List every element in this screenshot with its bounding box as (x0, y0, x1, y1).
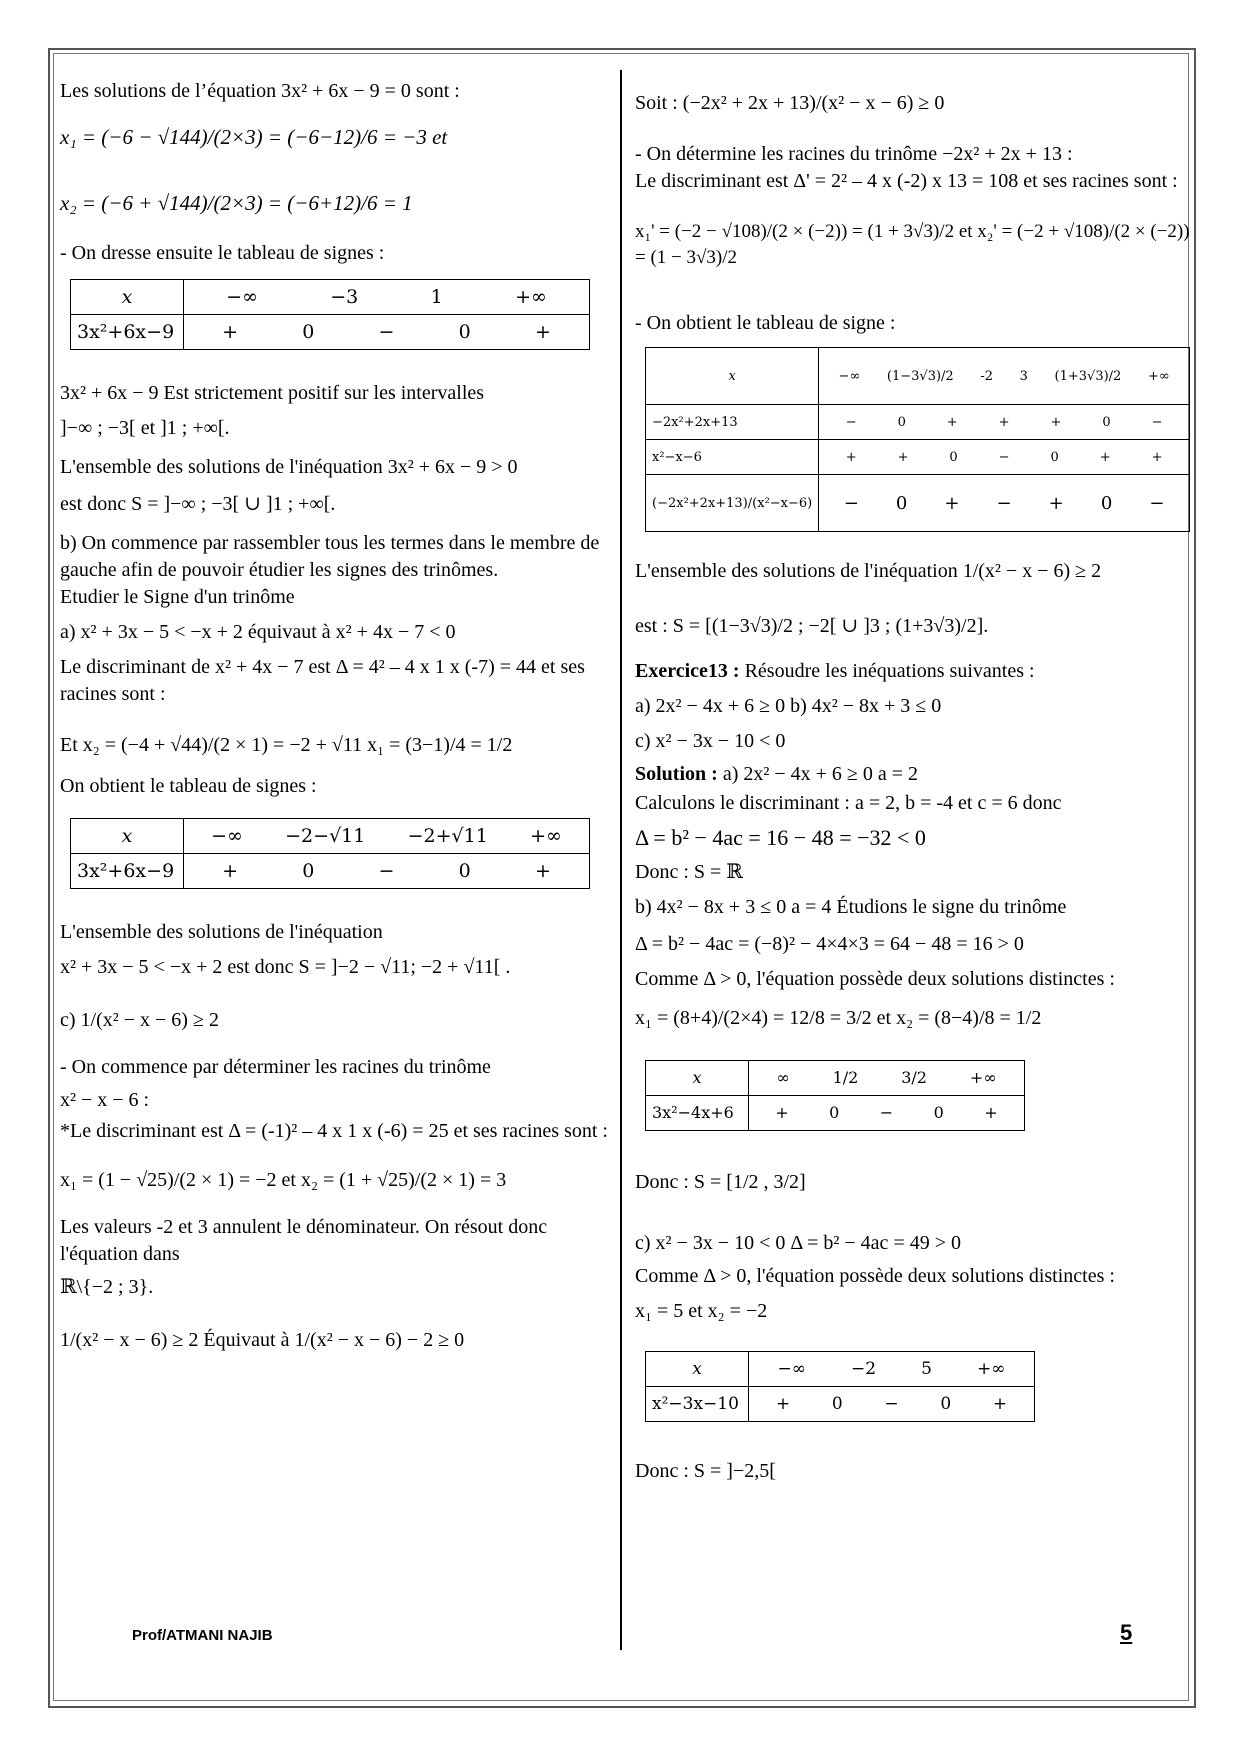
text-line: x₁' = (−2 − √108)/(2 × (−2)) = (1 + 3√3)/2 et x₂' = (−2 + √108)/(2 × (−2)) = (1 − 3√3)/2 (635, 221, 1190, 268)
text-line: L'ensemble des solutions de l'inéquation (60, 920, 383, 943)
table-cell: + (1050, 414, 1062, 430)
text-line: On obtient le tableau de signes : (60, 774, 317, 797)
table-cell: +∞ (969, 1068, 997, 1088)
table-cell: − (843, 492, 859, 514)
table-cell: 0 (933, 1103, 944, 1123)
table-cell: (1−3√3)/2 (886, 368, 954, 384)
table-cell: − (1149, 492, 1165, 514)
table-cell: + (944, 492, 960, 514)
sign-table-5 (645, 1351, 1035, 1422)
text-line: - On commence par déterminer les racines du trinôme (60, 1055, 491, 1078)
text-line: Calculons le discriminant : a = 2, b = -4 et c = 6 donc (635, 792, 1062, 815)
text-line: c) x² − 3x − 10 < 0 Δ = b² − 4ac = 49 > 0 (635, 1231, 961, 1254)
table-cell: −2+√11 (407, 824, 488, 847)
table-cell: −∞ (226, 285, 258, 308)
text-line: est : S = [(1−3√3)/2 ; −2[ ∪ ]3 ; (1+3√3)/2]. (635, 615, 989, 638)
table-cell: 1/2 (832, 1068, 859, 1088)
column-divider (620, 70, 622, 1650)
table-cell: 3x²−4x+6 (646, 1095, 749, 1130)
text-paragraph: b) On commence par rassembler tous les termes dans le membre de gauche afin de pouvoir étudier les signes des trinômes. (60, 531, 600, 581)
table-cell: x (71, 279, 184, 314)
table-cell: ∞ (776, 1068, 790, 1088)
text-line: ]−∞ ; −3[ et ]1 ; +∞[. (60, 416, 230, 439)
table-cell: + (998, 414, 1010, 430)
equation-x1: x₁ = (−6 − √144)/(2×3) = (−6−12)/6 = −3 et (60, 125, 448, 149)
sign-table-1 (70, 279, 590, 350)
sign-table-2 (70, 818, 590, 889)
table-cell: + (984, 1103, 998, 1123)
table-cell: + (775, 1103, 789, 1123)
text-line: Etudier le Signe d'un trinôme (60, 585, 295, 608)
table-cell: 0 (1050, 449, 1059, 465)
table-cell: + (1048, 492, 1064, 514)
table-cell: − (998, 449, 1010, 465)
text-line: c) x² − 3x − 10 < 0 (635, 730, 786, 753)
table-cell: x (646, 1060, 749, 1095)
equation-x2: x₂ = (−6 + √144)/(2×3) = (−6+12)/6 = 1 (60, 191, 413, 216)
text-line: Comme Δ > 0, l'équation possède deux solutions distinctes : (635, 1264, 1115, 1287)
table-cell: −2x²+2x+13 (646, 405, 819, 440)
page-number: 5 (1120, 1620, 1133, 1645)
table-cell: −3 (330, 285, 359, 308)
table-cell: − (378, 859, 395, 882)
table-cell: +∞ (515, 285, 547, 308)
table-cell: (1+3√3)/2 (1054, 368, 1122, 384)
table-cell: x (646, 1351, 749, 1386)
table-cell: + (992, 1393, 1008, 1414)
table-cell: 0 (302, 859, 315, 882)
table-cell: + (222, 859, 239, 882)
table-cell: 0 (302, 320, 315, 343)
text-paragraph: Le discriminant de x² + 4x − 7 est Δ = 4² – 4 x 1 x (-7) = 44 et ses racines sont : (60, 655, 585, 705)
table-cell: + (897, 449, 909, 465)
text-paragraph: Les valeurs -2 et 3 annulent le dénominateur. On résout donc l'équation dans (60, 1215, 548, 1265)
text-line: Comme Δ > 0, l'équation possède deux solutions distinctes : (635, 967, 1115, 990)
text-line: a) x² + 3x − 5 < −x + 2 équivaut à x² + 4x − 7 < 0 (60, 620, 456, 643)
text-line: - On obtient le tableau de signe : (635, 312, 896, 335)
table-cell: + (946, 414, 958, 430)
table-cell: 0 (895, 492, 908, 514)
table-cell: − (845, 414, 857, 430)
table-cell: x (646, 348, 819, 405)
table-cell: 3x²+6x−9 (71, 853, 184, 888)
text-paragraph: *Le discriminant est Δ = (-1)² – 4 x 1 x (-6) = 25 et ses racines sont : (60, 1119, 608, 1142)
left-column (60, 72, 620, 1354)
table-cell: x (71, 818, 184, 853)
solution-label: Solution : (635, 763, 718, 786)
text-line: Donc : S = [1/2 , 3/2] (635, 1170, 806, 1193)
solution-text: a) 2x² − 4x + 6 ≥ 0 a = 2 (722, 763, 919, 786)
text-line: x₁ = 5 et x₂ = −2 (635, 1299, 768, 1322)
table-cell: 0 (1100, 492, 1113, 514)
table-cell: −∞ (211, 824, 243, 847)
footer-author: Prof/ATMANI NAJIB (132, 1627, 273, 1644)
text-paragraph: Le discriminant est Δ' = 2² – 4 x (-2) x 13 = 108 et ses racines sont : (635, 170, 1178, 192)
text-line: Et x₂ = (−4 + √44)/(2 × 1) = −2 + √11 x₁ = (3−1)/4 = 1/2 (60, 733, 513, 756)
table-cell: + (1099, 449, 1111, 465)
text-line: c) 1/(x² − x − 6) ≥ 2 (60, 1008, 219, 1031)
table-cell: + (845, 449, 857, 465)
table-cell: + (222, 320, 239, 343)
table-cell: (−2x²+2x+13)/(x²−x−6) (646, 475, 819, 532)
text-line: L'ensemble des solutions de l'inéquation 1/(x² − x − 6) ≥ 2 (635, 560, 1102, 583)
table-cell: − (378, 320, 395, 343)
text-line: Donc : S = ]−2,5[ (635, 1459, 776, 1482)
text-line: 1/(x² − x − 6) ≥ 2 Équivaut à 1/(x² − x − 6) − 2 ≥ 0 (60, 1328, 465, 1351)
table-cell: −∞ (777, 1358, 806, 1379)
table-cell: 0 (940, 1393, 952, 1414)
text-line: x² + 3x − 5 < −x + 2 est donc S = ]−2 − √11; −2 + √11[ . (60, 955, 511, 978)
text-line: 3x² + 6x − 9 Est strictement positif sur les intervalles (60, 381, 485, 404)
table-cell: −2−√11 (285, 824, 366, 847)
table-cell: +∞ (530, 824, 562, 847)
table-cell: x²−x−6 (646, 440, 819, 475)
text-line: ℝ\{−2 ; 3}. (60, 1275, 154, 1298)
table-cell: 0 (829, 1103, 840, 1123)
text-line: Donc : S = ℝ (635, 860, 743, 883)
text-line: x₁ = (8+4)/(2×4) = 12/8 = 3/2 et x₂ = (8−4)/8 = 1/2 (635, 1006, 1042, 1029)
text-line: est donc S = ]−∞ ; −3[ ∪ ]1 ; +∞[. (60, 492, 336, 515)
sign-table-4 (645, 1060, 1025, 1131)
text-line: Les solutions de l’équation 3x² + 6x − 9 = 0 sont : (60, 80, 460, 102)
table-cell: x²−3x−10 (646, 1386, 749, 1421)
table-cell: 0 (458, 320, 471, 343)
table-cell: + (1151, 449, 1163, 465)
text-line: L'ensemble des solutions de l'inéquation 3x² + 6x − 9 > 0 (60, 455, 518, 478)
table-cell: 0 (458, 859, 471, 882)
table-cell: 0 (1102, 414, 1111, 430)
table-cell: +∞ (977, 1358, 1006, 1379)
right-column (635, 72, 1190, 1485)
table-cell: −2 (851, 1358, 877, 1379)
table-cell: 0 (897, 414, 906, 430)
table-cell: + (534, 859, 551, 882)
table-cell: 3/2 (901, 1068, 927, 1088)
text-paragraph: b) 4x² − 8x + 3 ≤ 0 a = 4 Étudions le signe du trinôme (635, 895, 1067, 918)
text-line: Soit : (−2x² + 2x + 13)/(x² − x − 6) ≥ 0 (635, 92, 945, 114)
table-cell: − (879, 1103, 894, 1123)
text-line: - On dresse ensuite le tableau de signes : (60, 241, 385, 264)
exercise-title: Exercice13 : (635, 660, 740, 683)
exercise-text: Résoudre les inéquations suivantes : (744, 660, 1035, 683)
table-cell: 5 (921, 1358, 932, 1379)
table-cell: 3 (1019, 368, 1028, 384)
text-line: - On détermine les racines du trinôme −2x² + 2x + 13 : (635, 143, 1073, 165)
table-cell: 0 (949, 449, 958, 465)
table-cell: − (884, 1393, 899, 1414)
table-cell: 3x²+6x−9 (71, 314, 184, 349)
table-cell: 0 (831, 1393, 843, 1414)
table-cell: + (534, 320, 551, 343)
text-line: Δ = b² − 4ac = (−8)² − 4×4×3 = 64 − 48 = 16 > 0 (635, 932, 1024, 955)
table-cell: −∞ (838, 368, 861, 384)
text-line: Δ = b² − 4ac = 16 − 48 = −32 < 0 (635, 825, 926, 851)
table-cell: 1 (430, 285, 443, 308)
table-cell: − (996, 492, 1012, 514)
text-line: x₁ = (1 − √25)/(2 × 1) = −2 et x₂ = (1 + √25)/(2 × 1) = 3 (60, 1168, 507, 1191)
table-cell: -2 (980, 368, 993, 384)
table-cell: − (1151, 414, 1163, 430)
table-cell: + (775, 1393, 791, 1414)
text-line: x² − x − 6 : (60, 1088, 150, 1111)
table-cell: +∞ (1147, 368, 1170, 384)
text-line: a) 2x² − 4x + 6 ≥ 0 b) 4x² − 8x + 3 ≤ 0 (635, 695, 942, 718)
sign-table-3 (645, 347, 1190, 532)
